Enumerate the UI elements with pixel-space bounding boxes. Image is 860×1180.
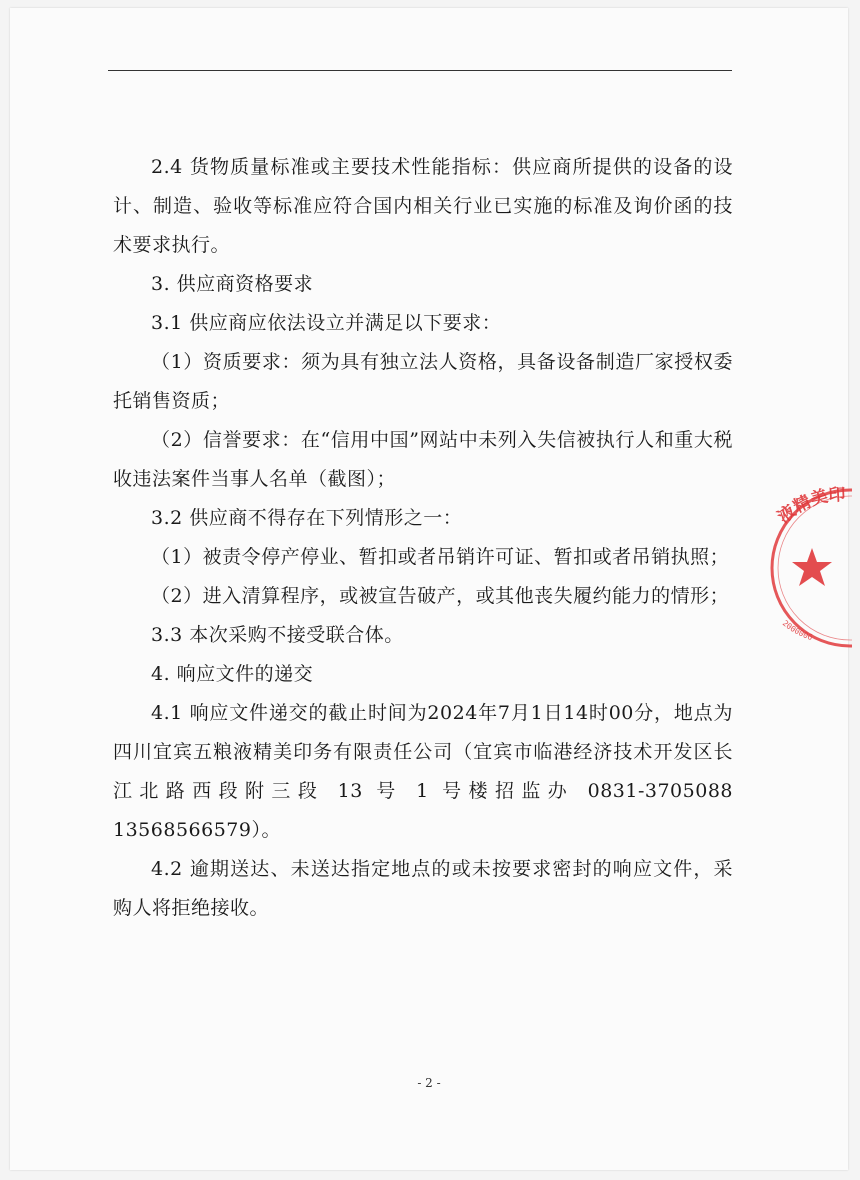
heading-4: 4. 响应文件的递交 [151, 663, 314, 685]
paragraph-2-4: 2.4 货物质量标准或主要技术性能指标：供应商所提供的设备的设计、制造、验收等标准应符合国内相关行业已实施的标准及询价函的技术要求执行。 [113, 156, 733, 256]
paragraph-3-1: 3.1 供应商应依法设立并满足以下要求： [151, 312, 502, 334]
paragraph-3-2: 3.2 供应商不得存在下列情形之一： [151, 507, 463, 529]
document-page [10, 8, 848, 1170]
seal-stamp-icon [762, 484, 852, 654]
paragraph-4-2: 4.2 逾期送达、未送达指定地点的或未按要求密封的响应文件，采购人将拒绝接收。 [113, 858, 733, 919]
header-rule [108, 70, 732, 71]
seal-number: 2000006 [780, 618, 814, 643]
seal-text: 液精美印 [774, 485, 847, 528]
company-seal [762, 484, 852, 654]
heading-3: 3. 供应商资格要求 [151, 273, 314, 295]
paragraph-4-1: 4.1 响应文件递交的截止时间为2024年7月1日14时00分，地点为四川宜宾五粮液精美印务有限责任公司（宜宾市临港经济技术开发区长江北路西段附三段 13 号 1 号楼招监办 0831-3705088 13568566579）。 [113, 702, 753, 841]
page-number: - 2 - [417, 1076, 441, 1090]
paragraph-3-2-1: （1）被责令停产停业、暂扣或者吊销许可证、暂扣或者吊销执照； [151, 546, 730, 568]
paragraph-3-2-2: （2）进入清算程序，或被宣告破产，或其他丧失履约能力的情形； [151, 585, 730, 607]
paragraph-3-1-2: （2）信誉要求：在“信用中国”网站中未列入失信被执行人和重大税收违法案件当事人名单（截图）； [113, 429, 733, 490]
document-body [113, 148, 753, 928]
paragraph-3-1-1: （1）资质要求：须为具有独立法人资格，具备设备制造厂家授权委托销售资质； [113, 351, 733, 412]
svg-text:2000006 [781, 619, 814, 643]
paragraph-3-3: 3.3 本次采购不接受联合体。 [151, 624, 404, 646]
svg-text:液精美印 [774, 484, 846, 528]
